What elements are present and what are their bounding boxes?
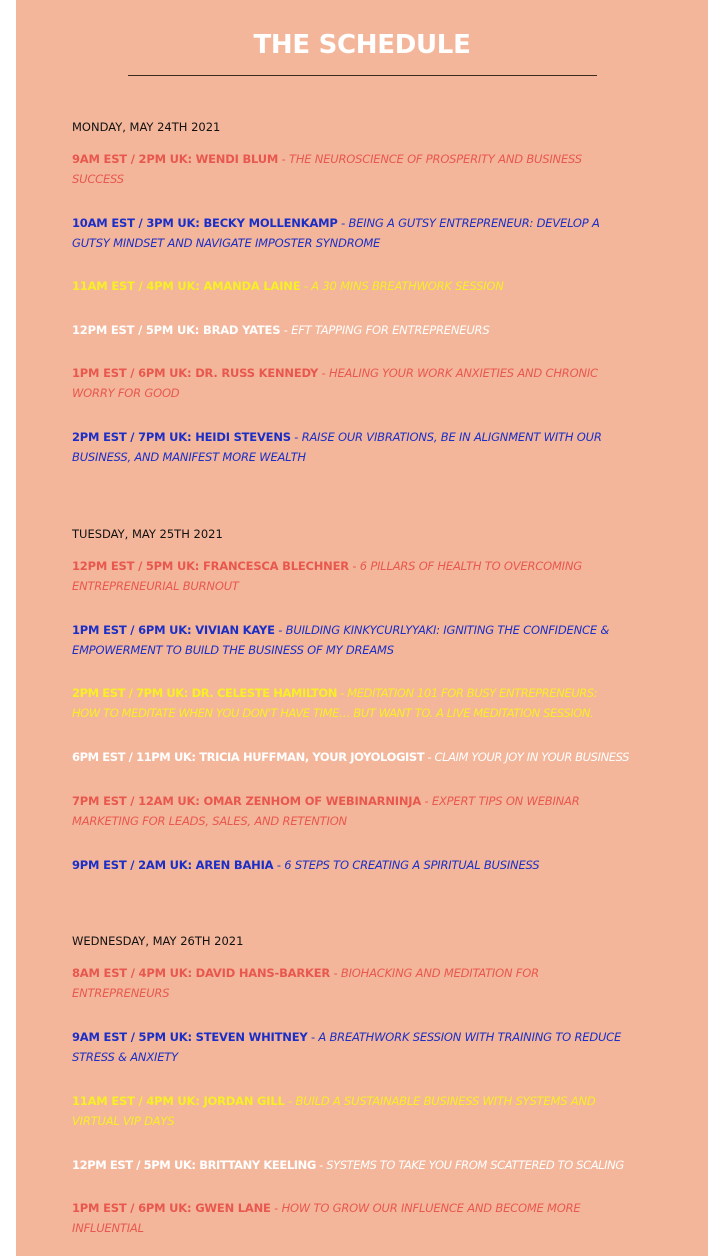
session-item [72, 363, 662, 403]
session-item [72, 683, 672, 723]
session-separator: - [307, 1030, 319, 1044]
session-topic: EXPERT TIPS ON WEBINAR [431, 794, 580, 808]
session-item [72, 1198, 662, 1238]
session-item [72, 1091, 662, 1131]
session-topic: HEALING YOUR WORK ANXIETIES AND CHRONIC [329, 366, 598, 380]
session-time-speaker: 8AM EST / 4PM UK: DAVID HANS-BARKER [72, 966, 331, 980]
session-topic-cont: STRESS & ANXIETY [72, 1050, 178, 1064]
session-separator: - [421, 794, 432, 808]
session-item [72, 747, 672, 767]
session-topic: A 30 MINS BREATHWORK SESSION [311, 279, 504, 293]
session-separator: - [315, 1158, 327, 1172]
session-time-speaker: 11AM EST / 4PM UK: JORDAN GILL [72, 1094, 285, 1108]
session-topic: SYSTEMS TO TAKE YOU FROM SCATTERED TO SCALING [326, 1158, 624, 1172]
session-topic-cont: GUTSY MINDSET AND NAVIGATE IMPOSTER SYNDROME [72, 236, 381, 250]
session-item [72, 963, 662, 1003]
title-divider [128, 75, 597, 76]
session-item [72, 320, 662, 340]
session-topic: RAISE OUR VIBRATIONS, BE IN ALIGNMENT WITH OUR [301, 430, 602, 444]
session-topic: BUILDING KINKYCURLYYAKI: IGNITING THE CONFIDENCE & [285, 623, 610, 637]
session-topic: A BREATHWORK SESSION WITH TRAINING TO REDUCE [318, 1030, 622, 1044]
session-time-speaker: 6PM EST / 11PM UK: TRICIA HUFFMAN, YOUR JOYOLOGIST [72, 750, 425, 764]
session-item [72, 1027, 662, 1067]
session-time-speaker: 2PM EST / 7PM UK: DR. CELESTE HAMILTON [72, 686, 337, 700]
session-item [72, 855, 662, 875]
session-separator: - [336, 686, 348, 700]
session-item [72, 556, 662, 596]
session-time-speaker: 10AM EST / 3PM UK: BECKY MOLLENKAMP [72, 216, 338, 230]
session-topic: 6 STEPS TO CREATING A SPIRITUAL BUSINESS [284, 858, 540, 872]
session-time-speaker: 12PM EST / 5PM UK: BRITTANY KEELING [72, 1158, 316, 1172]
session-time-speaker: 1PM EST / 6PM UK: DR. RUSS KENNEDY [72, 366, 319, 380]
session-time-speaker: 9AM EST / 5PM UK: STEVEN WHITNEY [72, 1030, 308, 1044]
session-topic-cont: HOW TO MEDITATE WHEN YOU DON'T HAVE TIME… BUT WANT TO. A LIVE MEDITATION SESSION. [72, 706, 594, 720]
session-separator: - [273, 858, 285, 872]
session-separator: - [337, 216, 349, 230]
session-time-speaker: 12PM EST / 5PM UK: BRAD YATES [72, 323, 281, 337]
session-separator: - [348, 559, 360, 573]
session-item [72, 213, 662, 253]
session-time-speaker: 7PM EST / 12AM UK: OMAR ZENHOM OF WEBINARNINJA [72, 794, 422, 808]
session-time-speaker: 2PM EST / 7PM UK: HEIDI STEVENS [72, 430, 291, 444]
session-topic: THE NEUROSCIENCE OF PROSPERITY AND BUSINESS [289, 152, 582, 166]
session-topic-cont: ENTREPRENEURS [72, 986, 170, 1000]
session-time-speaker: 9AM EST / 2PM UK: WENDI BLUM [72, 152, 279, 166]
session-topic: BEING A GUTSY ENTREPRENEUR: DEVELOP A [348, 216, 600, 230]
session-separator: - [284, 1094, 296, 1108]
session-topic: BUILD A SUSTAINABLE BUSINESS WITH SYSTEMS AND [295, 1094, 596, 1108]
session-separator: - [290, 430, 302, 444]
session-separator: - [318, 366, 330, 380]
schedule-title: THE SCHEDULE [253, 30, 471, 60]
day-heading-tuesday: TUESDAY, MAY 25TH 2021 [72, 527, 223, 541]
day-heading-wednesday: WEDNESDAY, MAY 26TH 2021 [72, 934, 244, 948]
session-topic: HOW TO GROW OUR INFLUENCE AND BECOME MORE [281, 1201, 581, 1215]
session-time-speaker: 11AM EST / 4PM UK: AMANDA LAINE [72, 279, 301, 293]
session-topic-cont: SUCCESS [72, 172, 124, 186]
session-separator: - [274, 623, 286, 637]
session-item [72, 427, 662, 467]
session-item [72, 791, 662, 831]
session-topic: BIOHACKING AND MEDITATION FOR [340, 966, 539, 980]
session-topic: EFT TAPPING FOR ENTREPRENEURS [291, 323, 490, 337]
session-time-speaker: 9PM EST / 2AM UK: AREN BAHIA [72, 858, 274, 872]
session-topic-cont: BUSINESS, AND MANIFEST MORE WEALTH [72, 450, 306, 464]
session-separator: - [280, 323, 292, 337]
session-time-speaker: 12PM EST / 5PM UK: FRANCESCA BLECHNER [72, 559, 349, 573]
session-topic: 6 PILLARS OF HEALTH TO OVERCOMING [359, 559, 582, 573]
session-topic-cont: VIRTUAL VIP DAYS [72, 1114, 175, 1128]
session-topic: CLAIM YOUR JOY IN YOUR BUSINESS [434, 750, 630, 764]
session-item [72, 1155, 672, 1175]
session-separator: - [424, 750, 435, 764]
session-separator: - [270, 1201, 282, 1215]
session-separator: - [278, 152, 290, 166]
session-topic-cont: MARKETING FOR LEADS, SALES, AND RETENTION [72, 814, 347, 828]
session-topic-cont: EMPOWERMENT TO BUILD THE BUSINESS OF MY DREAMS [72, 643, 394, 657]
session-topic: MEDITATION 101 FOR BUSY ENTREPRENEURS: [347, 686, 598, 700]
session-separator: - [330, 966, 341, 980]
session-topic-cont: WORRY FOR GOOD [72, 386, 180, 400]
session-separator: - [300, 279, 312, 293]
session-time-speaker: 1PM EST / 6PM UK: VIVIAN KAYE [72, 623, 275, 637]
session-item [72, 276, 662, 296]
session-item [72, 620, 662, 660]
session-topic-cont: ENTREPRENEURIAL BURNOUT [72, 579, 239, 593]
session-topic-cont: INFLUENTIAL [72, 1221, 144, 1235]
session-time-speaker: 1PM EST / 6PM UK: GWEN LANE [72, 1201, 271, 1215]
session-item [72, 149, 662, 189]
day-heading-monday: MONDAY, MAY 24TH 2021 [72, 120, 221, 134]
schedule-panel [16, 0, 708, 1256]
